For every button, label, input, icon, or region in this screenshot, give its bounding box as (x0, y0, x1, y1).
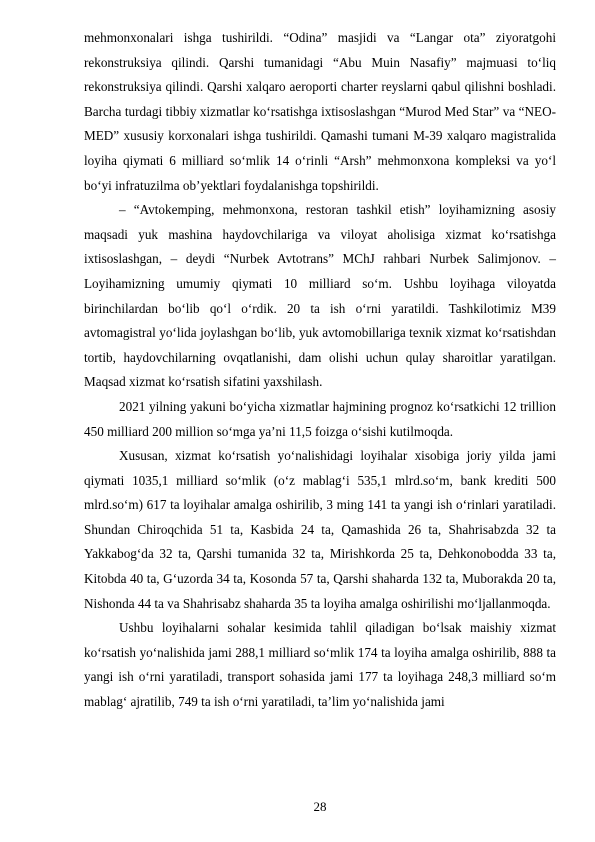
paragraph-projects-by-sector: Ushbu loyihalarni sohalar kesimida tahlil qiladigan bo‘lsak maishiy xizmat ko‘rsatish yo‘nalishida jami 288,1 milliard so‘mlik 174 ta loyiha amalga oshirilib, 888 ta yangi ish o‘rni yaratiladi, transport sohasida jami 177 ta loyihaga 248,3 milliard so‘m mablag‘ ajratilib, 749 ta ish o‘rni yaratiladi, ta’lim yo‘nalishida jami (84, 620, 556, 710)
paragraph-quote-avtokemping: – “Avtokemping, mehmonxona, restoran tashkil etish” loyihamizning asosiy maqsadi yuk mashina haydovchilariga va viloyat aholisiga xizmat ko‘rsatishga ixtisoslashgan, – deydi “Nurbek Avtotrans” MChJ rahbari Nurbek Salimjonov. – Loyihamizning umumiy qiymati 10 milliard so‘m. Ushbu loyihaga viloyatda birinchilardan bo‘lib qo‘l o‘rdik. 20 ta ish o‘rni yaratildi. Tashkilotimiz M39 avtomagistral yo‘lida joylashgan bo‘lib, yuk avtomobillariga texnik xizmat ko‘rsatishdan tortib, haydovchilarning ovqatlanishi, dam olishi uchun qulay sharoitlar yaratilgan. Maqsad xizmat ko‘rsatish sifatini yaxshilash. (84, 202, 556, 390)
body-text (84, 26, 556, 715)
paragraph-forecast-2021: 2021 yilning yakuni bo‘yicha xizmatlar hajmining prognoz ko‘rsatkichi 12 trillion 450 milliard 200 million so‘mga ya’ni 11,5 foizga o‘sishi kutilmoqda. (84, 398, 556, 439)
paragraph-continuation: mehmonxonalari ishga tushirildi. “Odina” masjidi va “Langar ota” ziyoratgohi rekonstruksiya qilindi. Qarshi tumanidagi “Abu Muin Nasafiy” majmuasi to‘liq rekonstruksiya qilindi. Qarshi xalqaro aeroporti charter reyslarni qabul qilishni boshladi. Barcha turdagi tibbiy xizmatlar ko‘rsatishga ixtisoslashgan “Murod Med Star” va “NEO-MED” xususiy korxonalari ishga tushirildi. Qamashi tumani M-39 xalqaro magistralida loyiha qiymati 6 milliard so‘mlik 14 o‘rinli “Arsh” mehmonxona kompleksi va yo‘l bo‘yi infratuzilma ob’yektlari foydalanishga topshirildi. (84, 30, 556, 193)
page-number: 28 (313, 799, 327, 814)
paragraph-projects-by-district: Xususan, xizmat ko‘rsatish yo‘nalishidagi loyihalar xisobiga joriy yilda jami qiymati 1035,1 milliard so‘mlik (o‘z mablag‘i 535,1 mlrd.so‘m, bank krediti 500 mlrd.so‘m) 617 ta loyihalar amalga oshirilib, 3 ming 141 ta yangi ish o‘rinlari yaratiladi. Shundan Chiroqchida 51 ta, Kasbida 24 ta, Qamashida 26 ta, Shahrisabzda 32 ta Yakkabog‘da 32 ta, Qarshi tumanida 32 ta, Mirishkorda 25 ta, Dehkonobodda 33 ta, Kitobda 40 ta, G‘uzorda 34 ta, Kosonda 57 ta, Qarshi shaharda 132 ta, Muborakda 20 ta, Nishonda 44 ta va Shahrisabz shaharda 35 ta loyiha amalga oshirilishi mo‘ljallanmoqda. (84, 448, 556, 611)
